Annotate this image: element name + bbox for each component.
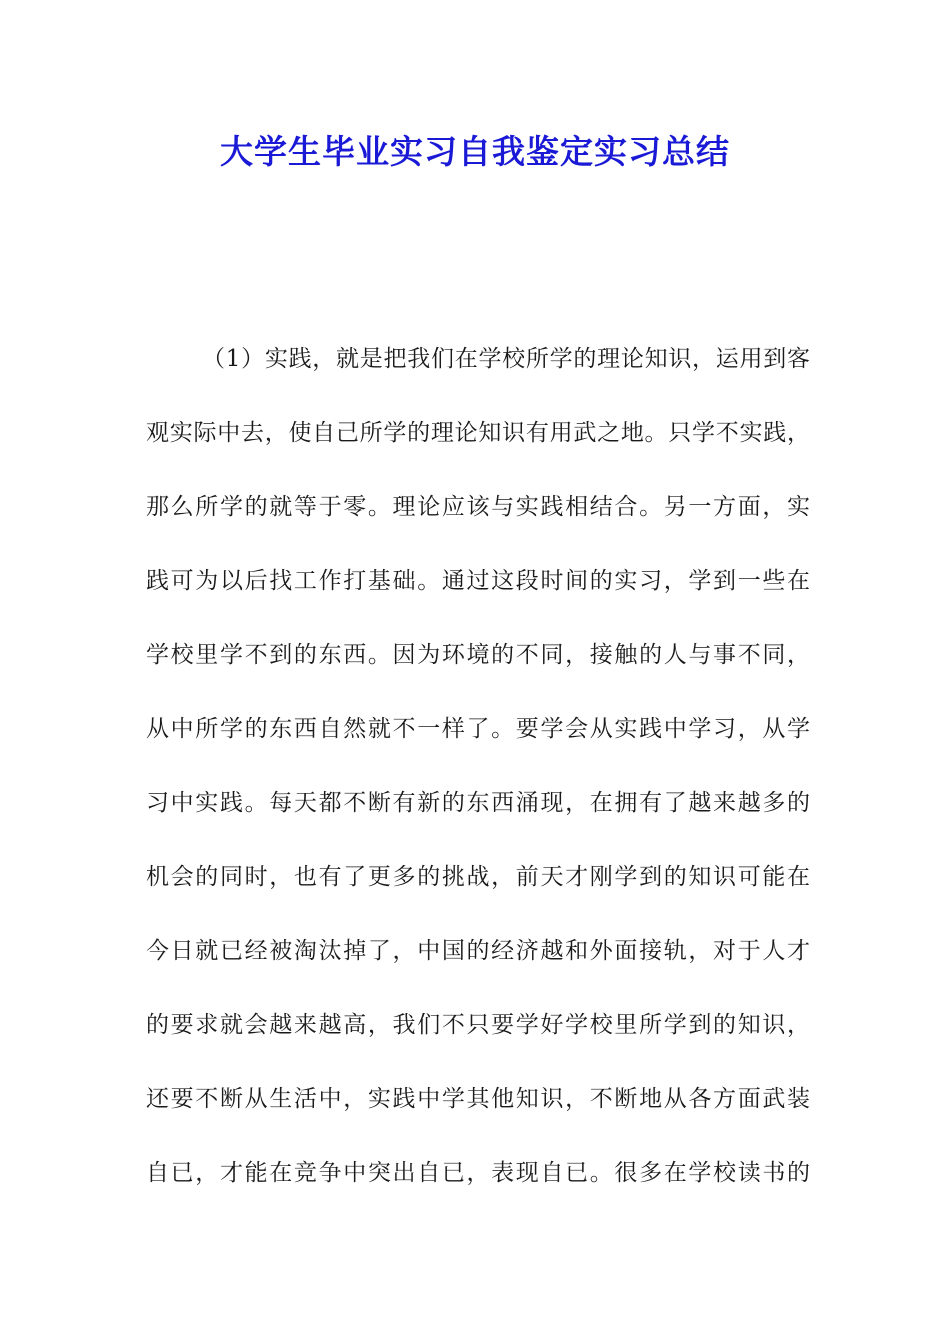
paragraph-line: 还要不断从生活中，实践中学其他知识，不断地从各方面武装: [146, 1086, 810, 1112]
paragraph-line: 那么所学的就等于零。理论应该与实践相结合。另一方面，实: [146, 494, 810, 520]
paragraph-line: （1）实践，就是把我们在学校所学的理论知识，运用到客: [202, 346, 810, 372]
paragraph-line: 的要求就会越来越高，我们不只要学好学校里所学到的知识，: [146, 1012, 810, 1038]
document-title: 大学生毕业实习自我鉴定实习总结: [220, 132, 730, 171]
paragraph-line: 观实际中去，使自己所学的理论知识有用武之地。只学不实践，: [146, 420, 810, 446]
paragraph-line: 自已，才能在竞争中突出自已，表现自已。很多在学校读书的: [146, 1160, 810, 1186]
paragraph-line: 践可为以后找工作打基础。通过这段时间的实习，学到一些在: [146, 568, 810, 594]
paragraph-line: 今日就已经被淘汰掉了，中国的经济越和外面接轨，对于人才: [146, 938, 810, 964]
body-paragraph: [146, 336, 810, 1224]
paragraph-line: 习中实践。每天都不断有新的东西涌现，在拥有了越来越多的: [146, 790, 810, 816]
paragraph-line: 从中所学的东西自然就不一样了。要学会从实践中学习，从学: [146, 716, 810, 742]
paragraph-line: 机会的同时，也有了更多的挑战，前天才刚学到的知识可能在: [146, 864, 810, 890]
paragraph-line: 学校里学不到的东西。因为环境的不同，接触的人与事不同，: [146, 642, 810, 668]
